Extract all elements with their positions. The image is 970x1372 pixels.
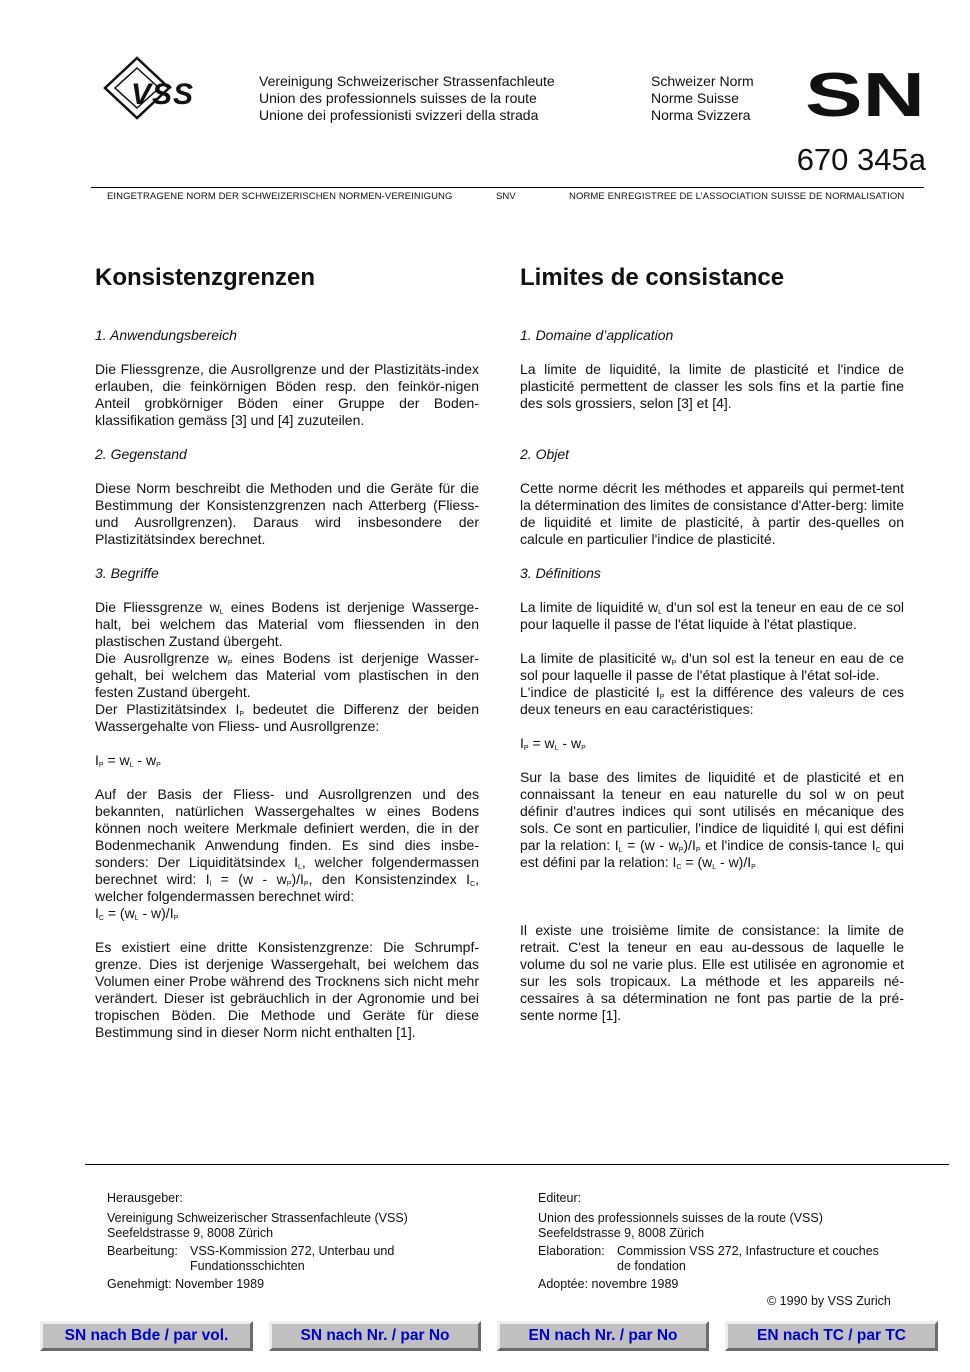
norm-number: 670 345a — [796, 142, 926, 177]
editing-label-fr: Elaboration: — [538, 1244, 605, 1258]
editing-label-de: Bearbeitung: — [107, 1244, 178, 1258]
org-name-fr: Union des professionnels suisses de la route — [259, 90, 537, 106]
section-title: 1. Domaine d’application — [520, 327, 674, 343]
registered-norm-de: EINGETRAGENE NORM DER SCHWEIZERISCHEN NORMEN-VEREINIGUNG — [107, 191, 453, 202]
publisher-address-de: Seefeldstrasse 9, 8008 Zürich — [107, 1226, 274, 1240]
norm-type-fr: Norme Suisse — [651, 90, 739, 106]
title-de: Konsistenzgrenzen — [95, 264, 316, 291]
definition-plastic-limit: Die Ausrollgrenze $w_P$ eines Bodens ist derjenige Wasser-gehalt, bei welchem das Material vom plastischen in den festen Zustand übergeht. — [95, 650, 479, 700]
paragraph-indices: Sur la base des limites de liquidité et de plasticité et en connaissant la teneur en eau naturelle du sol w on peut définir d'autres indices qui sont utilisés en mécanique des sols. Ce sont en particulier, l'indice de liquidité $I_l$ qui est défini par la relation: $I_L = (w - w_P)/I_P$ et l'indice de consis-tance $I_C$ qui est défini par la relation: $I_C = (w_L - w)/I_P$ — [520, 769, 905, 871]
org-name-de: Vereinigung Schweizerischer Strassenfachleute — [259, 73, 555, 89]
editing-value-fr-2: de fondation — [617, 1259, 686, 1273]
publisher-label-fr: Editeur: — [538, 1191, 582, 1205]
org-name-it: Unione dei professionisti svizzeri della strada — [259, 107, 539, 123]
definition-liquid-limit: La limite de liquidité $w_L$ d'un sol est la teneur en eau de ce sol pour laquelle il passe de l'état liquide à l'état plastique. — [520, 599, 904, 632]
paragraph-shrinkage: Il existe une troisième limite de consistance: la limite de retrait. C'est la teneur en eau au-dessous de laquelle le volume du sol ne varie plus. Elle est utilisée en agronomie et sur les sols tropicaux. La méthode et les appareils né-cessaires à sa détermination ne font pas partie de la pré-sente norme [1]. — [520, 922, 904, 1023]
formula-plasticity-index: $I_P = w_L - w_P$ — [95, 752, 161, 769]
publisher-name-de: Vereinigung Schweizerischer Strassenfachleute (VSS) — [107, 1211, 408, 1225]
formula-plasticity-index: $I_P = w_L - w_P$ — [520, 735, 586, 752]
title-fr: Limites de consistance — [520, 264, 785, 291]
definition-plasticity-index: Der Plastizitätsindex $I_P$ bedeutet die Differenz der beiden Wassergehalte von Fliess- und Ausrollgrenze: — [95, 701, 480, 734]
definition-plastic-limit: La limite de plasiticité $w_P$ d'un sol est la teneur en eau de ce sol pour laquelle il passe de l'état plastique à l'état sol-ide. — [520, 650, 904, 683]
editing-value-de-2: Fundationsschichten — [190, 1259, 305, 1273]
editing-value-de: VSS-Kommission 272, Unterbau und — [190, 1244, 395, 1258]
paragraph: Diese Norm beschreibt die Methoden und die Geräte für die Bestimmung der Konsistenzgrenzen nach Atterberg (Fliess- und Ausrollgrenzen). Daraus wird insbesondere der Plastizitätsindex berechnet. — [95, 480, 479, 547]
paragraph: La limite de liquidité, la limite de plasticité et l'indice de plasticité permettent de classer les sols fins et la partie fine des sols grossiers, selon [3] et [4]. — [520, 361, 904, 411]
definition-liquid-limit: Die Fliessgrenze $w_L$ eines Bodens ist derjenige Wasserge-halt, bei welchem das Material vom fliessenden in den plastischen Zustand übergeht. — [95, 599, 480, 649]
paragraph-indices: Auf der Basis der Fliess- und Ausrollgrenzen und des bekannten, natürlichen Wassergehaltes w eines Bodens können noch weitere Merkmale definiert werden, die in der Bodenmechanik Anwendung finden. Es sind dies insbe-sonders: Der Liquiditätsindex $I_L$, welcher folgendermassen berechnet wird: $I_l = (w - w_P)/I_P$, den Konsistenzindex $I_C$, welcher folgendermassen berechnet wird: — [95, 786, 480, 904]
snv-label: SNV — [496, 191, 516, 202]
copyright: © 1990 by VSS Zurich — [767, 1294, 891, 1308]
nav-sn-by-number-button[interactable]: SN nach Nr. / par No — [269, 1321, 481, 1351]
footer-divider — [85, 1164, 949, 1165]
publisher-label-de: Herausgeber: — [107, 1191, 183, 1205]
norm-type-de: Schweizer Norm — [651, 73, 754, 89]
publisher-name-fr: Union des professionnels suisses de la route (VSS) — [538, 1211, 823, 1225]
vss-logo — [103, 56, 245, 120]
approved-de: Genehmigt: November 1989 — [107, 1277, 265, 1291]
editing-value-fr: Commission VSS 272, Infastructure et couches — [617, 1244, 879, 1258]
approved-fr: Adoptée: novembre 1989 — [538, 1277, 679, 1291]
svg-text:SN: SN — [805, 68, 925, 120]
paragraph: Die Fliessgrenze, die Ausrollgrenze und der Plastizitäts-index erlauben, die feinkörnigen Böden resp. den feinkör-nigen Anteil grobkörniger Böden einer Gruppe der Boden-klassifikation gemäss [3] und [4] zuzuteilen. — [95, 361, 479, 428]
column-de — [95, 327, 479, 1041]
header-divider — [91, 187, 924, 188]
sn-logo — [805, 68, 925, 120]
norm-type-it: Norma Svizzera — [651, 107, 751, 123]
registered-norm-fr: NORME ENREGISTREE DE L’ASSOCIATION SUISSE DE NORMALISATION — [569, 191, 905, 202]
paragraph-shrinkage: Es existiert eine dritte Konsistenzgrenze: Die Schrumpf-grenze. Dies ist derjenige Wassergehalt, bei welchem das Volumen einer Probe während des Trocknens sich nicht mehr verändert. Dieser ist gebräuchlich in der Agronomie und bei tropischen Böden. Die Methode und Geräte für diese Bestimmung sind in dieser Norm nicht enthalten [1]. — [95, 939, 479, 1040]
column-fr — [520, 327, 904, 1024]
publisher-address-fr: Seefeldstrasse 9, 8008 Zürich — [538, 1226, 705, 1240]
paragraph: Cette norme décrit les méthodes et appareils qui permet-tent la détermination des limites de consistance d'Atter-berg: limite de liquidité et limite de plasticité, à partir des-quelles on calcule en particulier l'indice de plasticité. — [520, 480, 904, 547]
nav-sn-by-volume-button[interactable]: SN nach Bde / par vol. — [40, 1321, 253, 1351]
section-title: 3. Begriffe — [95, 565, 159, 581]
formula-consistency-index: $I_C = (w_L - w)/I_P$ — [95, 905, 179, 922]
section-title: 2. Gegenstand — [95, 446, 187, 462]
definition-plasticity-index: L'indice de plasticité $I_P$ est la différence des valeurs de ces deux teneurs en eau caractéristiques: — [520, 684, 904, 717]
nav-en-by-tc-button[interactable]: EN nach TC / par TC — [725, 1321, 938, 1351]
section-title: 3. Définitions — [520, 565, 601, 581]
section-title: 2. Objet — [520, 446, 570, 462]
section-title: 1. Anwendungsbereich — [95, 327, 237, 343]
svg-text:VSS: VSS — [131, 78, 195, 111]
nav-en-by-number-button[interactable]: EN nach Nr. / par No — [497, 1321, 709, 1351]
